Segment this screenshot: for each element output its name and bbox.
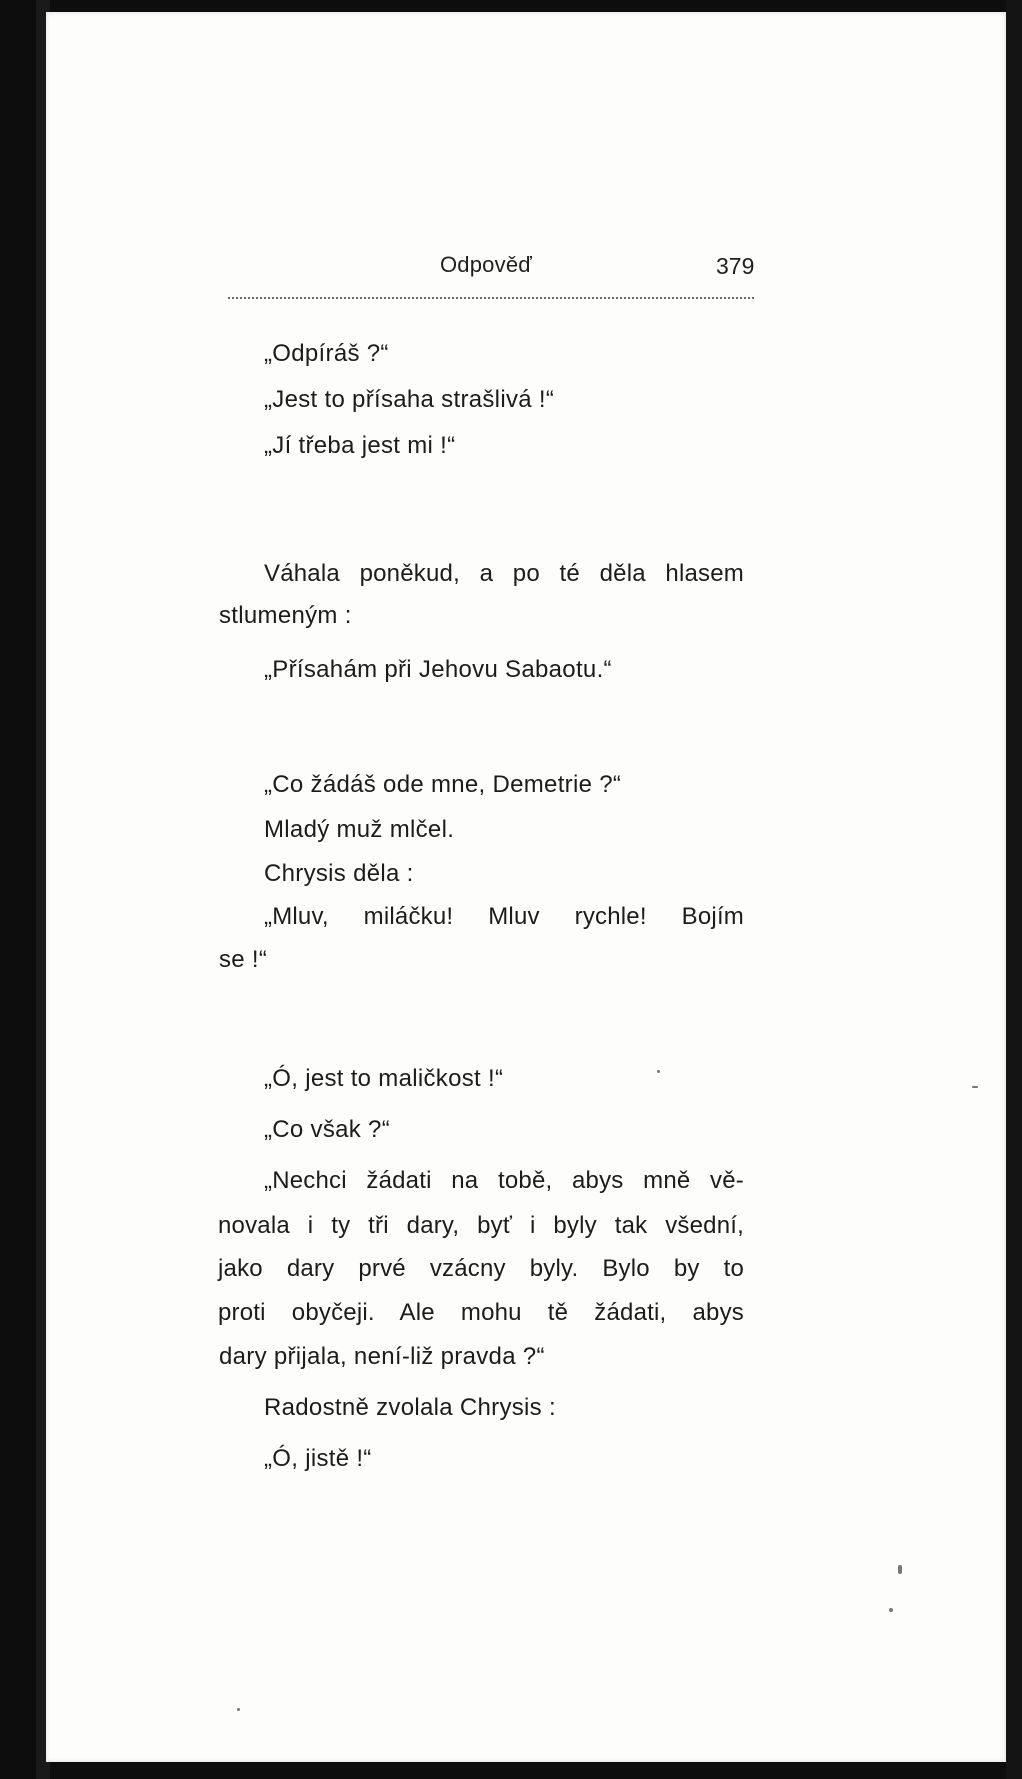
text-line: proti obyčeji. Ale mohu tě žádati, abys [218, 1299, 744, 1326]
text-line: stlumeným : [219, 602, 352, 629]
text-line: „Nechci žádati na tobě, abys mně vě- [264, 1167, 744, 1194]
scan-speck [657, 1070, 660, 1073]
header-rule [228, 297, 754, 299]
text-line: novala i ty tři dary, byť i byly tak všední, [218, 1212, 744, 1239]
text-line: „Ó, jest to maličkost !“ [264, 1065, 504, 1092]
text-line: jako dary prvé vzácny byly. Bylo by to [218, 1255, 744, 1282]
scan-speck [898, 1565, 902, 1574]
scan-speck [972, 1086, 978, 1088]
text-line: Váhala poněkud, a po té děla hlasem [264, 560, 744, 587]
text-line: „Jest to přísaha strašlivá !“ [264, 386, 555, 413]
text-line: „Ó, jistě !“ [264, 1445, 372, 1472]
scan-speck [237, 1708, 240, 1711]
text-line: Mladý muž mlčel. [264, 816, 455, 843]
page-number: 379 [716, 253, 755, 279]
text-line: „Jí třeba jest mi !“ [264, 432, 456, 459]
page-edge-right [1006, 0, 1022, 1779]
text-line: Radostně zvolala Chrysis : [264, 1394, 556, 1421]
text-line: „Co žádáš ode mne, Demetrie ?“ [264, 771, 622, 798]
text-line: se !“ [219, 946, 268, 973]
text-line: dary přijala, není-liž pravda ?“ [219, 1343, 545, 1370]
text-line: Chrysis děla : [264, 860, 414, 887]
text-line: „Mluv, miláčku! Mluv rychle! Bojím [264, 903, 744, 930]
running-header-title: Odpověď [440, 252, 532, 277]
text-line: „Odpíráš ?“ [264, 340, 389, 367]
text-line: „Co však ?“ [264, 1116, 390, 1143]
scan-speck [889, 1608, 893, 1612]
text-line: „Přísahám při Jehovu Sabaotu.“ [264, 656, 612, 683]
